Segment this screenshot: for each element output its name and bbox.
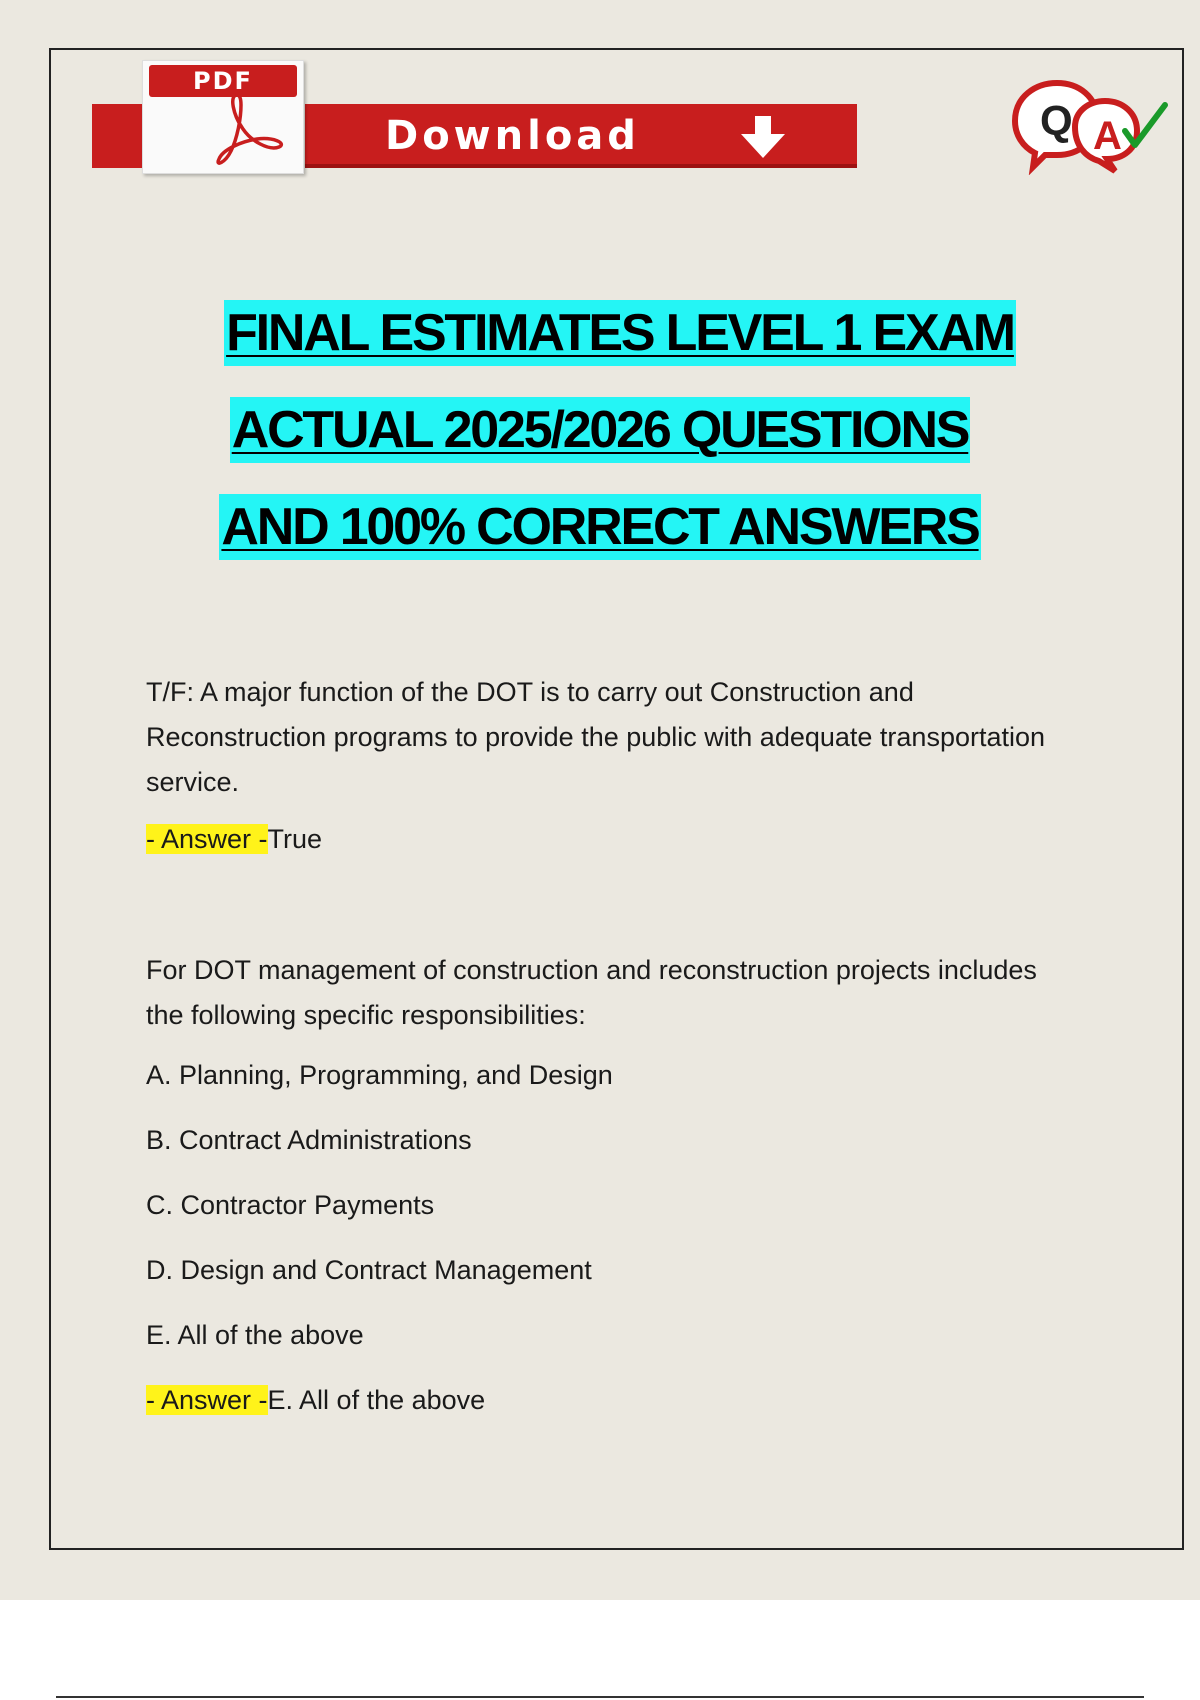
footer-rule (56, 1696, 1144, 1698)
qa-logo (1005, 75, 1175, 179)
question-2 (146, 948, 1046, 1423)
answer-value: True (267, 824, 323, 854)
qa-logo-q: Q (1040, 97, 1073, 144)
answer-value: E. All of the above (267, 1385, 486, 1415)
download-label: Download (385, 113, 640, 159)
download-arrow-icon (735, 114, 791, 164)
question-list (146, 670, 1046, 1423)
pdf-document-icon (142, 60, 304, 174)
banner-red-left (92, 104, 144, 168)
question-1 (146, 670, 1046, 862)
option-d: D. Design and Contract Management (146, 1255, 592, 1285)
title-line-2: ACTUAL 2025/2026 QUESTIONS (230, 397, 971, 463)
question-text: For DOT management of construction and reconstruction projects includes the following specific responsibilities: (146, 955, 1037, 1030)
option-a: A. Planning, Programming, and Design (146, 1060, 613, 1090)
answer-line (146, 817, 1046, 862)
option-e: E. All of the above (146, 1320, 364, 1350)
title-line-1: FINAL ESTIMATES LEVEL 1 EXAM (224, 300, 1016, 366)
question-text: T/F: A major function of the DOT is to carry out Construction and Reconstruction programs to provide the public with adequate transportation service. (146, 677, 1046, 797)
answer-label: - Answer - (146, 824, 268, 854)
document-title (0, 300, 1200, 591)
answer-label: - Answer - (146, 1385, 268, 1415)
qa-logo-a: A (1093, 114, 1122, 158)
option-b: B. Contract Administrations (146, 1125, 472, 1155)
pdf-label: PDF (149, 65, 297, 97)
title-line-3: AND 100% CORRECT ANSWERS (219, 494, 980, 560)
pdf-download-banner[interactable] (90, 58, 860, 178)
acrobat-icon (207, 89, 287, 173)
option-c: C. Contractor Payments (146, 1190, 435, 1220)
answer-line (146, 1378, 1046, 1423)
